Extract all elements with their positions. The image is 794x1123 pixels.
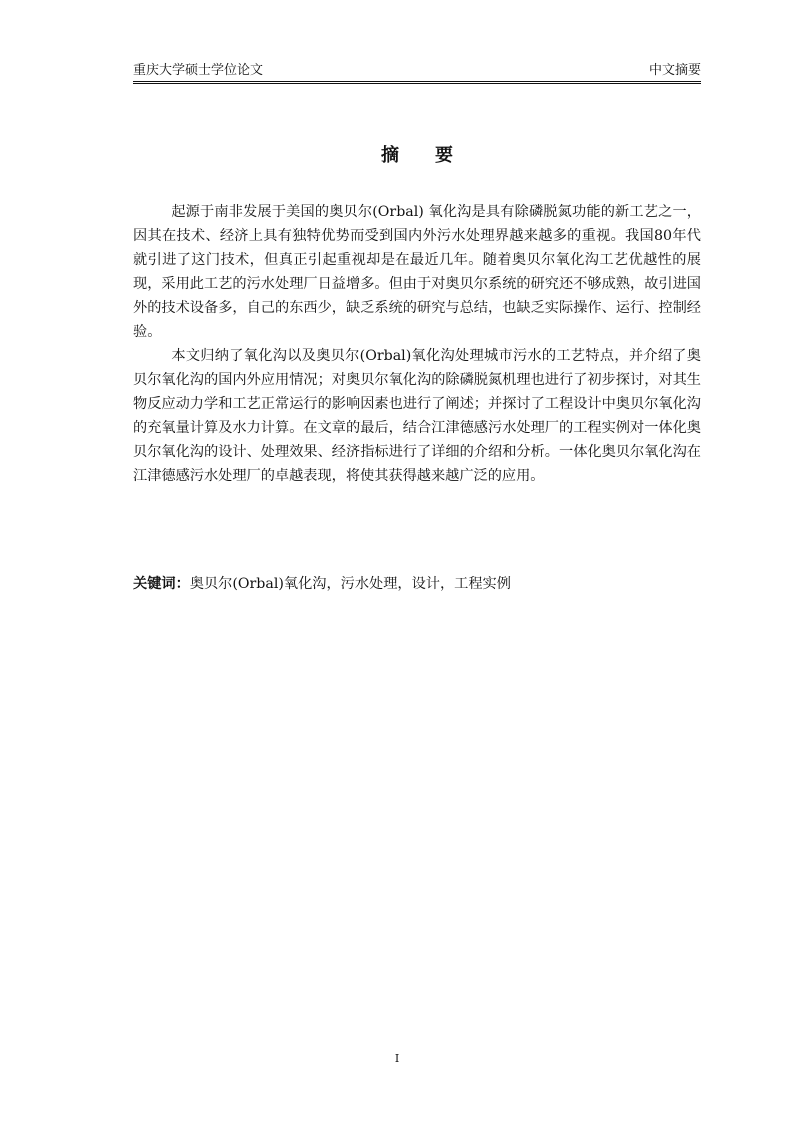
header-thesis-name: 重庆大学硕士学位论文 [133, 63, 264, 78]
header-section-name: 中文摘要 [648, 63, 701, 78]
abstract-title: 摘要 [381, 145, 489, 166]
keywords-label: 关键词： [133, 576, 190, 592]
abstract-paragraph-2: 本文归纳了氧化沟以及奥贝尔(Orbal)氧化沟处理城市污水的工艺特点，并介绍了奥贝尔氧化沟的国内外应用情况；对奥贝尔氧化沟的除磷脱氮机理也进行了初步探讨，对其生物反应动力学和工艺正常运行的影响因素也进行了阐述；并探讨了工程设计中奥贝尔氧化沟的充氧量计算及水力计算。在文章的最后，结合江津德感污水处理厂的工程实例对一体化奥贝尔氧化沟的设计、处理效果、经济指标进行了详细的介绍和分析。一体化奥贝尔氧化沟在江津德感污水处理厂的卓越表现，将使其获得越来越广泛的应用。 [133, 348, 701, 484]
keywords-text: 奥贝尔(Orbal)氧化沟，污水处理，设计，工程实例 [189, 576, 511, 592]
header-rule [133, 81, 701, 84]
abstract-paragraph-1: 起源于南非发展于美国的奥贝尔(Orbal) 氧化沟是具有除磷脱氮功能的新工艺之一，因其在技术、经济上具有独特优势而受到国内外污水处理界越来越多的重视。我国80年代就引进了这门技术，但真正引起重视却是在最近几年。随着奥贝尔氧化沟工艺优越性的展现，采用此工艺的污水处理厂日益增多。但由于对奥贝尔系统的研究还不够成熟，故引进国外的技术设备多，自己的东西少，缺乏系统的研究与总结，也缺乏实际操作、运行、控制经验。 [133, 204, 701, 340]
keywords-line [133, 572, 701, 596]
abstract-body [133, 200, 701, 488]
running-header [133, 62, 701, 80]
page-number: I [394, 1052, 400, 1065]
